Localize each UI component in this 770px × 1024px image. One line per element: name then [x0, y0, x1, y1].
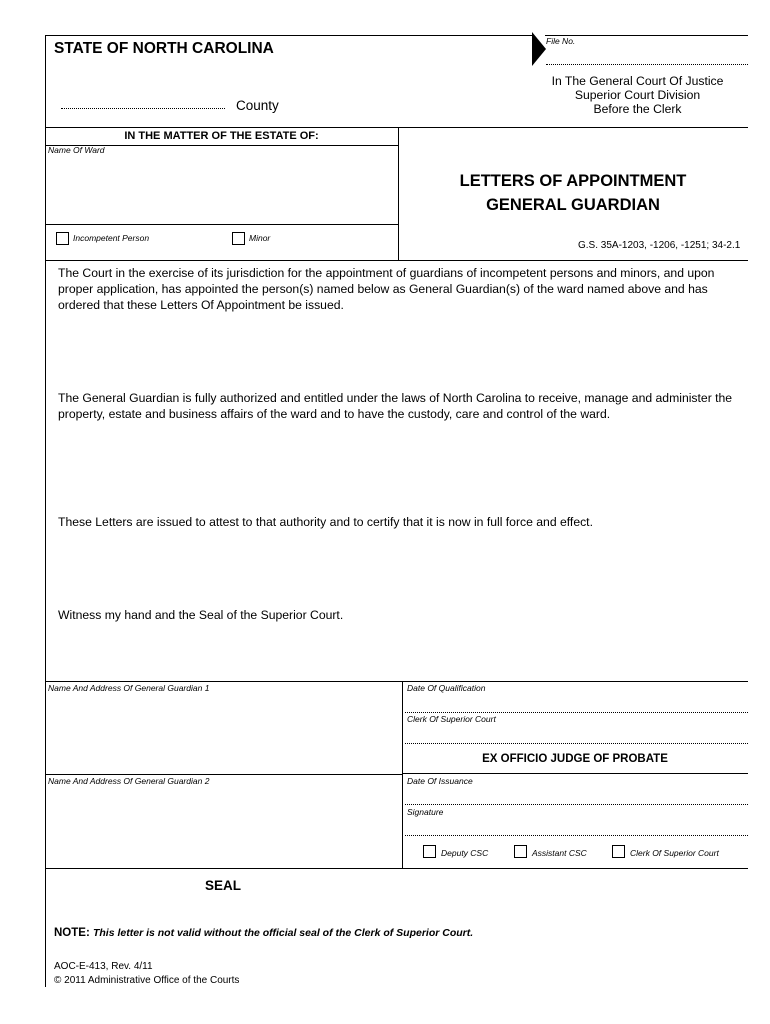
incompetent-label: Incompetent Person [73, 233, 150, 243]
matter-divider [45, 260, 748, 261]
left-border [45, 35, 46, 987]
top-border-right [545, 35, 748, 36]
document-title-line-1: LETTERS OF APPOINTMENT [459, 172, 687, 190]
guardian-1-field[interactable] [48, 696, 398, 770]
clerk-field[interactable] [405, 743, 748, 744]
signature-field[interactable] [405, 835, 748, 836]
date-issuance-field[interactable] [405, 804, 748, 805]
deputy-checkbox[interactable] [423, 845, 436, 858]
paragraph-authority: The General Guardian is fully authorized and entitled under the laws of North Carolina to receive, manage and administer the property, estate and business affairs of the ward and to have the custody, care and control of the ward. [58, 391, 733, 421]
statute-reference: G.S. 35A-1203, -1206, -1251; 34-2.1 [578, 240, 741, 251]
deputy-label: Deputy CSC [441, 848, 489, 858]
minor-checkbox[interactable] [232, 232, 245, 245]
note-line [54, 927, 473, 939]
file-no-label: File No. [546, 36, 576, 46]
guardian-section-top [45, 681, 748, 682]
guardian-2-field[interactable] [48, 789, 398, 863]
matter-heading: IN THE MATTER OF THE ESTATE OF: [124, 130, 319, 142]
guardian-2-label: Name And Address Of General Guardian 2 [48, 776, 210, 786]
form-id: AOC-E-413, Rev. 4/11 [54, 961, 153, 972]
matter-vertical [398, 127, 399, 260]
court-line-3: Before the Clerk [593, 102, 682, 116]
guardian-vertical [402, 681, 403, 868]
file-no-field[interactable] [546, 64, 748, 65]
date-issuance-label: Date Of Issuance [407, 776, 473, 786]
note-prefix: NOTE: [54, 927, 90, 939]
guardian1-divider [45, 774, 402, 775]
copyright: © 2011 Administrative Office of the Courts [54, 975, 240, 986]
ward-label: Name Of Ward [48, 145, 105, 155]
date-qualification-field[interactable] [405, 712, 748, 713]
paragraph-witness: Witness my hand and the Seal of the Superior Court. [58, 608, 344, 622]
guardian-1-label: Name And Address Of General Guardian 1 [48, 683, 210, 693]
county-label: County [236, 98, 279, 113]
state-title: STATE OF NORTH CAROLINA [54, 40, 274, 57]
ward-underline [45, 224, 398, 225]
seal-section-top [45, 868, 748, 869]
note-text: This letter is not valid without the official seal of the Clerk of Superior Court. [92, 927, 474, 939]
county-field[interactable] [61, 108, 225, 109]
header-divider [45, 127, 748, 128]
paragraph-appointment: The Court in the exercise of its jurisdiction for the appointment of guardians of incompetent persons and minors, and upon proper application, has appointed the person(s) named below as General Guardian(s) of the ward named above and has ordered that these Letters Of Appointment be issued. [58, 266, 715, 312]
file-no-arrow-icon [532, 32, 546, 66]
ex-officio-divider [402, 773, 748, 774]
assistant-label: Assistant CSC [532, 848, 587, 858]
clerk-option-label: Clerk Of Superior Court [630, 848, 719, 858]
clerk-label: Clerk Of Superior Court [407, 714, 496, 724]
ward-name-field[interactable] [48, 157, 394, 221]
assistant-checkbox[interactable] [514, 845, 527, 858]
clerk-option-checkbox[interactable] [612, 845, 625, 858]
paragraph-attest: These Letters are issued to attest to that authority and to certify that it is now in full force and effect. [58, 515, 593, 529]
ex-officio-title: EX OFFICIO JUDGE OF PROBATE [482, 753, 668, 765]
signature-label: Signature [407, 807, 444, 817]
court-line-2: Superior Court Division [574, 88, 701, 102]
top-border-left [45, 35, 532, 36]
seal-label: SEAL [205, 878, 242, 893]
document-title-line-2: GENERAL GUARDIAN [486, 196, 660, 214]
incompetent-checkbox[interactable] [56, 232, 69, 245]
minor-label: Minor [249, 233, 271, 243]
court-line-1: In The General Court Of Justice [551, 74, 724, 88]
date-qualification-label: Date Of Qualification [407, 683, 486, 693]
